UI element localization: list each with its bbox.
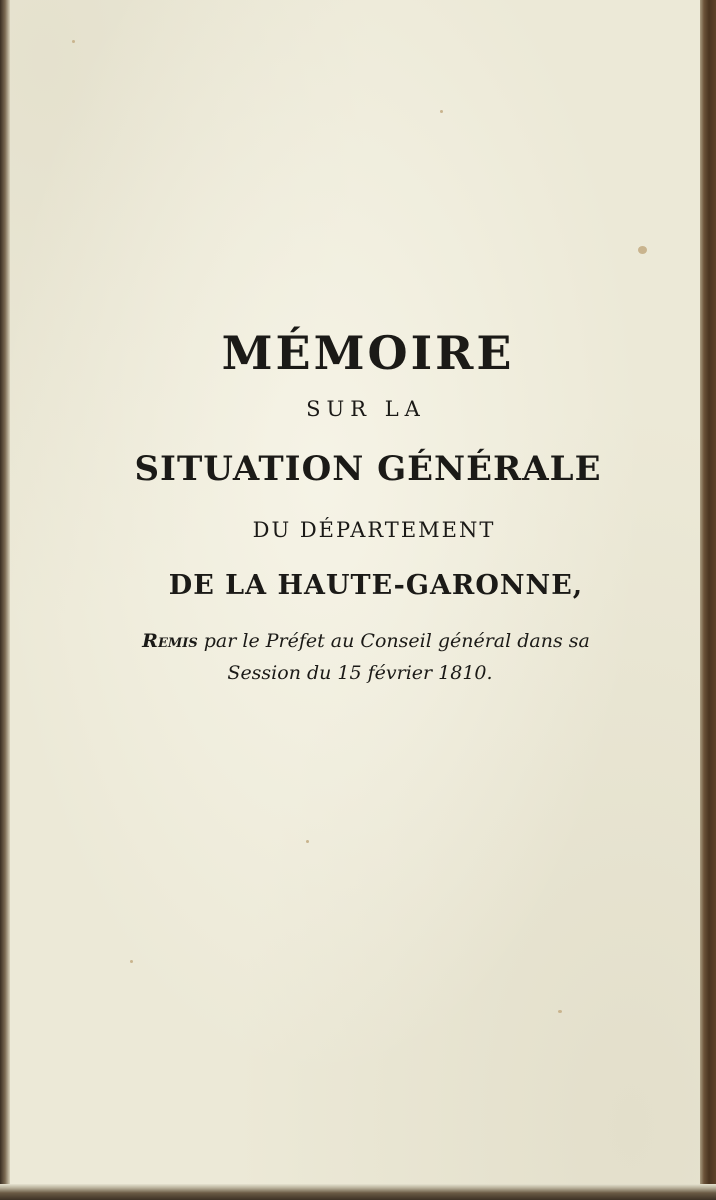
title-connector: SUR LA <box>306 397 426 421</box>
paper-speck <box>558 1010 562 1013</box>
session-date: Session du 15 février 1810. <box>227 662 493 684</box>
document-title: MÉMOIRE <box>221 326 515 380</box>
binding-bottom-edge <box>0 1184 716 1200</box>
submission-note <box>0 630 716 652</box>
department-prefix: DU DÉPARTEMENT <box>252 518 496 542</box>
paper-speck <box>72 40 75 43</box>
department-name: DE LA HAUTE-GARONNE, <box>168 570 584 601</box>
paper-speck <box>638 246 647 254</box>
remis-rest: par le Préfet au Conseil général dans sa <box>197 630 590 652</box>
document-subject: SITUATION GÉNÉRALE <box>134 449 602 489</box>
paper-speck <box>440 110 443 113</box>
remis-word: Remis <box>142 630 198 652</box>
paper-speck <box>130 960 133 963</box>
paper-speck <box>306 840 309 843</box>
